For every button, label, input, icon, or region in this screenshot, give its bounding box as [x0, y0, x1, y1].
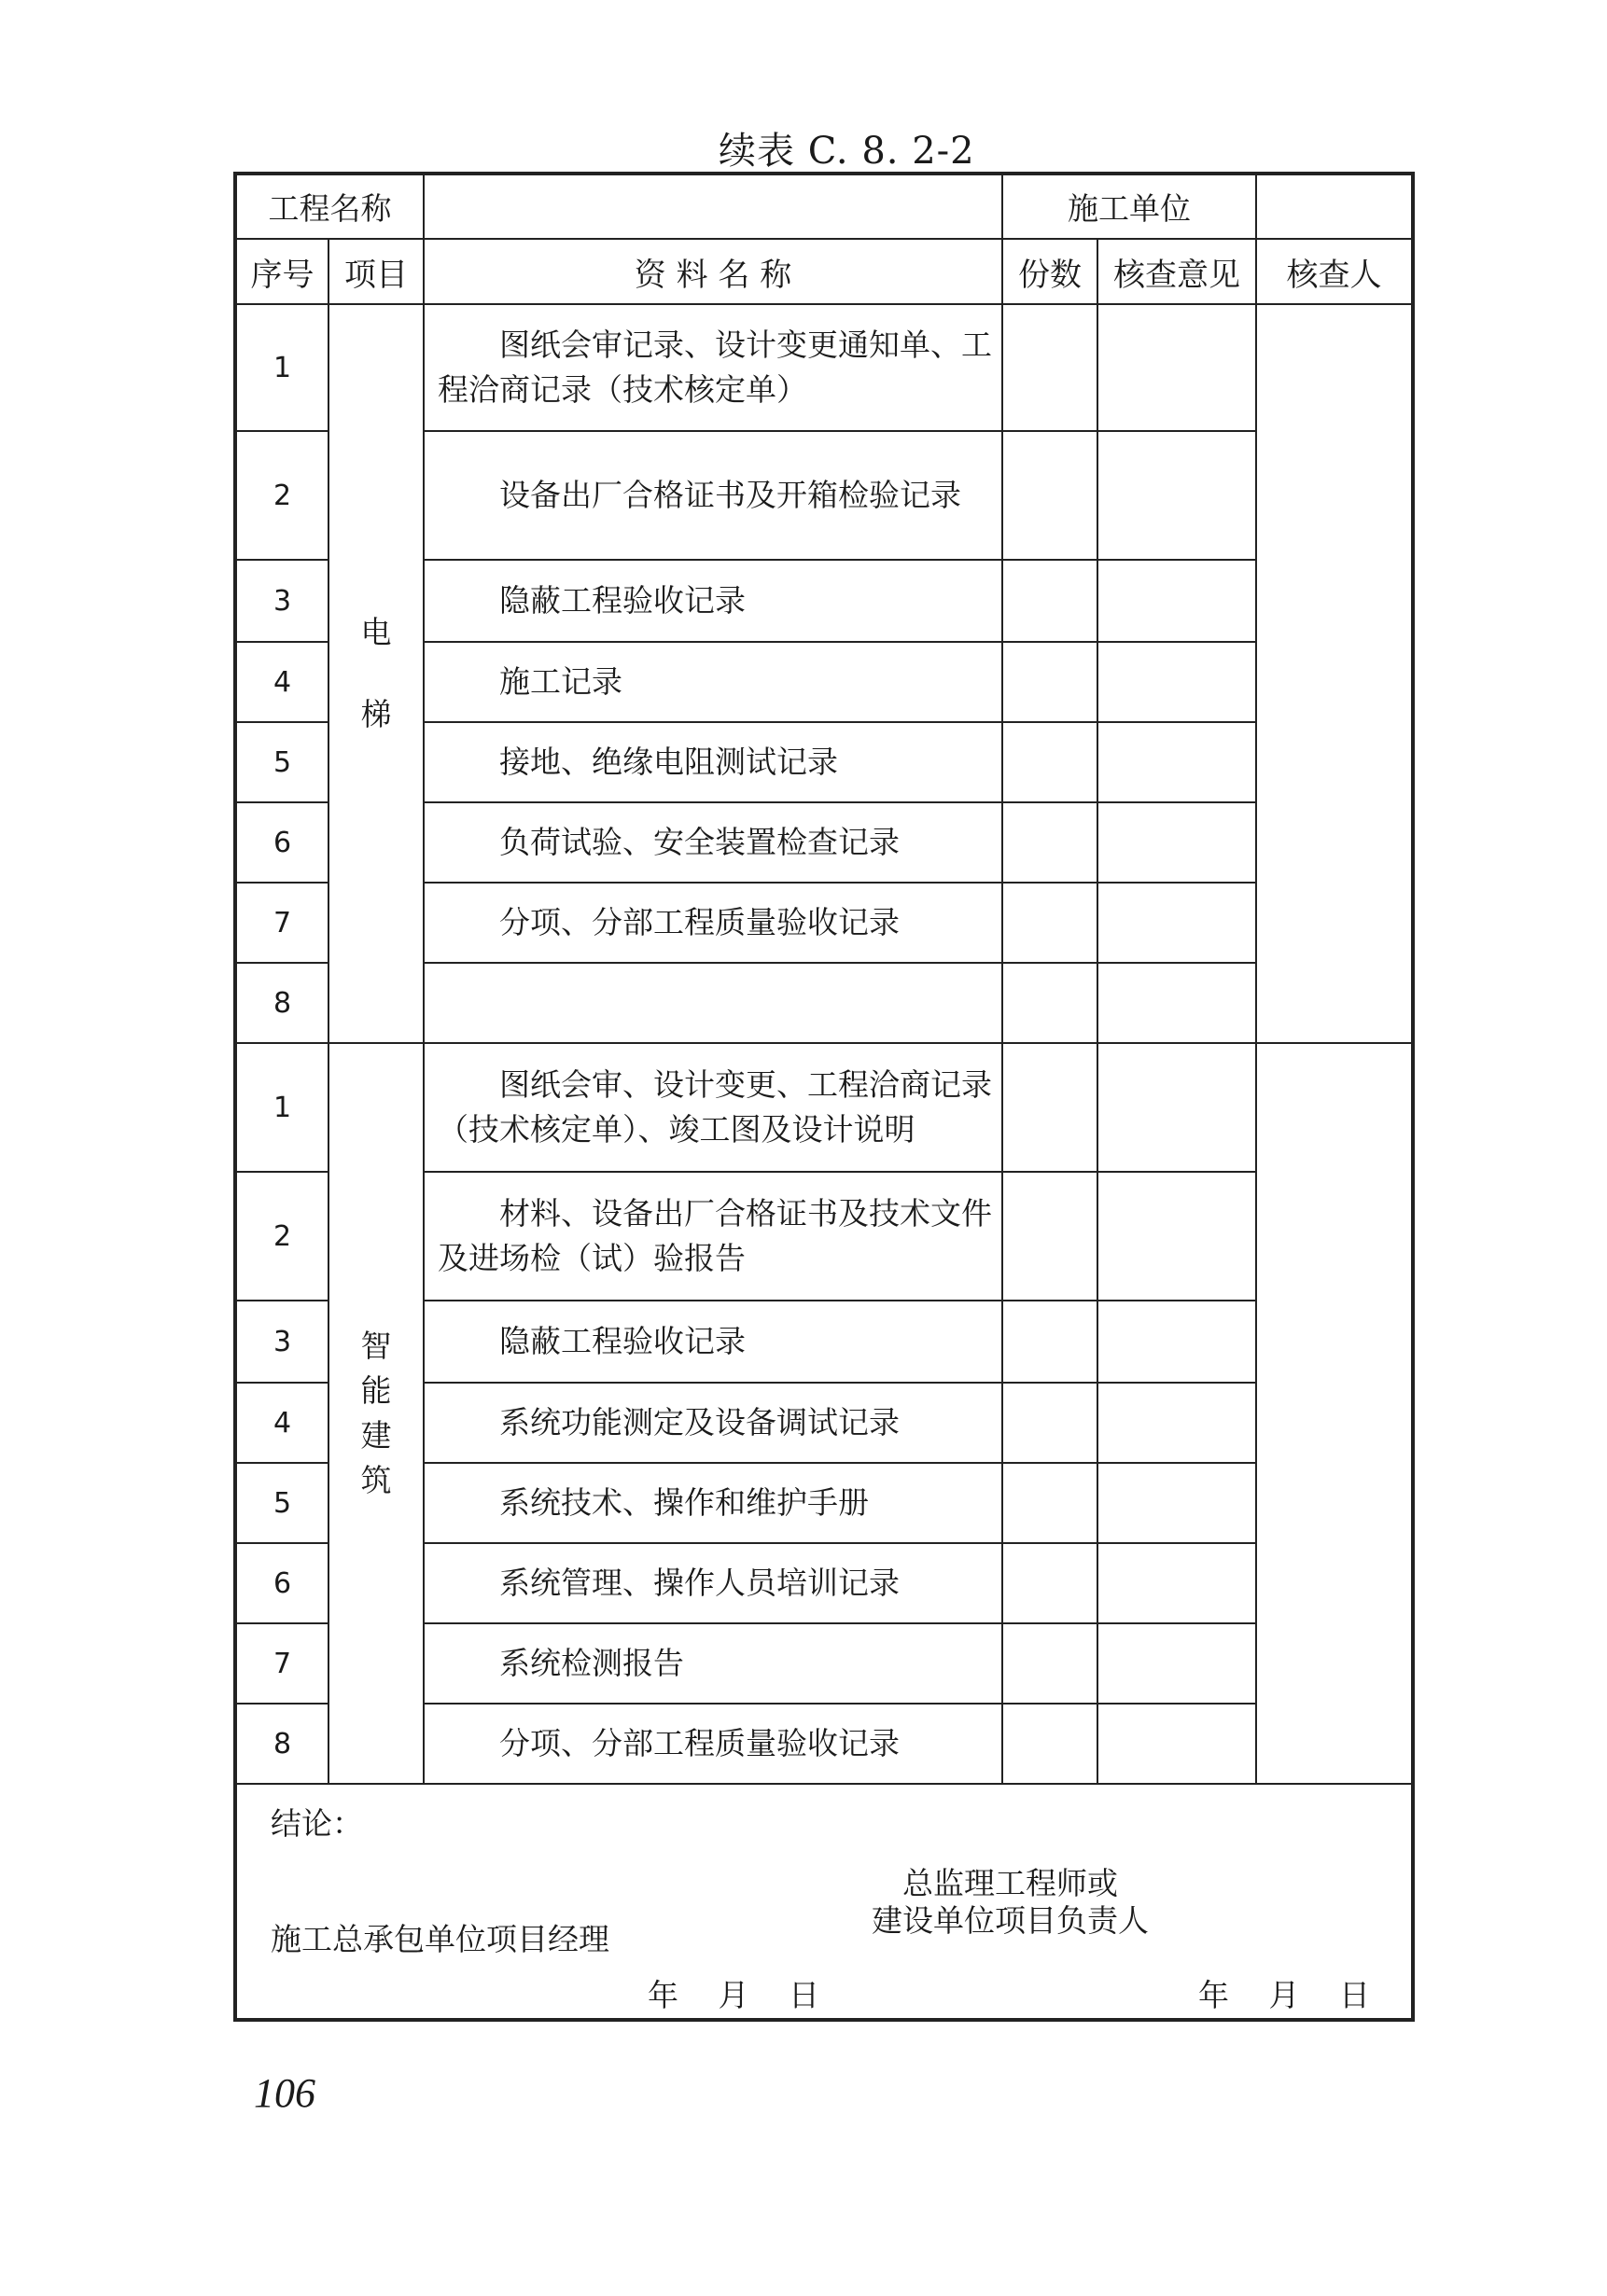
item-category-char: 电: [360, 614, 392, 650]
copies-cell[interactable]: [1002, 304, 1097, 431]
copies-cell[interactable]: [1002, 1704, 1097, 1784]
copies-cell[interactable]: [1002, 802, 1097, 883]
opinion-cell[interactable]: [1097, 642, 1256, 722]
doc-name-cell: [424, 963, 1002, 1043]
copies-cell[interactable]: [1002, 431, 1097, 560]
conclusion-cell[interactable]: [235, 1784, 1413, 2020]
seq-cell: 4: [235, 1383, 328, 1463]
seq-cell: 3: [235, 1301, 328, 1383]
opinion-cell[interactable]: [1097, 1301, 1256, 1383]
seq-cell: 1: [235, 304, 328, 431]
item-category-char: 建: [360, 1417, 392, 1454]
contractor-value[interactable]: [1256, 174, 1413, 239]
copies-cell[interactable]: [1002, 963, 1097, 1043]
doc-name-text: 系统管理、操作人员培训记录: [499, 1565, 900, 1601]
table-body: [235, 304, 1413, 1784]
supervisor-label-line1: 总监理工程师或: [902, 1865, 1118, 1901]
copies-cell[interactable]: [1002, 1623, 1097, 1704]
doc-name-cell: [424, 1704, 1002, 1784]
conclusion-row: [235, 1784, 1413, 2020]
doc-name-cell: [424, 1463, 1002, 1543]
doc-name-text: 系统功能测定及设备调试记录: [499, 1404, 900, 1440]
seq-cell: 5: [235, 1463, 328, 1543]
doc-name-cell: [424, 560, 1002, 642]
col-docname-header: 资 料 名 称: [424, 239, 1002, 304]
copies-cell[interactable]: [1002, 560, 1097, 642]
contractor-manager-label: 施工总承包单位项目经理: [271, 1921, 609, 1957]
document-check-table: [233, 172, 1415, 2022]
doc-name-text: 负荷试验、安全装置检查记录: [499, 824, 900, 860]
contractor-label: 施工单位: [1002, 174, 1256, 239]
doc-name-text: 隐蔽工程验收记录: [499, 1323, 746, 1359]
table-caption: 续表 C. 8. 2-2: [719, 130, 975, 173]
opinion-cell[interactable]: [1097, 1543, 1256, 1623]
doc-name-cell: [424, 1623, 1002, 1704]
doc-name-cell: [424, 1543, 1002, 1623]
doc-name-text: 系统检测报告: [499, 1645, 684, 1681]
column-header-row: [235, 239, 1413, 304]
item-category-char: 能: [360, 1372, 392, 1409]
seq-cell: 1: [235, 1043, 328, 1172]
doc-name-cell: [424, 431, 1002, 560]
doc-name-text: 系统技术、操作和维护手册: [499, 1484, 869, 1521]
copies-cell[interactable]: [1002, 1543, 1097, 1623]
seq-cell: 6: [235, 802, 328, 883]
seq-cell: 7: [235, 883, 328, 963]
item-category-char: 智: [360, 1328, 392, 1364]
opinion-cell[interactable]: [1097, 1383, 1256, 1463]
conclusion-label: 结论：: [271, 1805, 363, 1842]
page-number: 106: [254, 2070, 315, 2116]
checker-cell[interactable]: [1256, 304, 1413, 1043]
opinion-cell[interactable]: [1097, 1172, 1256, 1301]
opinion-cell[interactable]: [1097, 304, 1256, 431]
copies-cell[interactable]: [1002, 1463, 1097, 1543]
doc-name-text: 设备出厂合格证书及开箱检验记录: [499, 477, 961, 513]
opinion-cell[interactable]: [1097, 963, 1256, 1043]
col-checker-header: 核查人: [1256, 239, 1413, 304]
doc-name-text: 图纸会审、设计变更、工程洽商记录（技术核定单）、竣工图及设计说明: [438, 1066, 992, 1148]
opinion-cell[interactable]: [1097, 560, 1256, 642]
doc-name-text: 图纸会审记录、设计变更通知单、工程洽商记录（技术核定单）: [438, 327, 992, 408]
doc-name-text: 分项、分部工程质量验收记录: [499, 904, 900, 940]
copies-cell[interactable]: [1002, 722, 1097, 802]
seq-cell: 4: [235, 642, 328, 722]
doc-name-cell: [424, 642, 1002, 722]
seq-cell: 5: [235, 722, 328, 802]
checker-cell[interactable]: [1256, 1043, 1413, 1784]
seq-cell: 8: [235, 963, 328, 1043]
opinion-cell[interactable]: [1097, 1704, 1256, 1784]
doc-name-cell: [424, 883, 1002, 963]
doc-name-cell: [424, 1043, 1002, 1172]
col-item-header: 项目: [328, 239, 424, 304]
opinion-cell[interactable]: [1097, 1043, 1256, 1172]
doc-name-cell: [424, 1172, 1002, 1301]
copies-cell[interactable]: [1002, 1172, 1097, 1301]
doc-name-text: 分项、分部工程质量验收记录: [499, 1725, 900, 1761]
seq-cell: 3: [235, 560, 328, 642]
opinion-cell[interactable]: [1097, 883, 1256, 963]
copies-cell[interactable]: [1002, 883, 1097, 963]
doc-name-cell: [424, 1383, 1002, 1463]
table-row: [235, 304, 1413, 431]
item-category-char: 筑: [360, 1462, 392, 1498]
item-category-cell: [328, 1043, 424, 1784]
seq-cell: 2: [235, 431, 328, 560]
copies-cell[interactable]: [1002, 642, 1097, 722]
header-row: [235, 174, 1413, 239]
item-category-char: 梯: [360, 696, 392, 732]
doc-name-text: 材料、设备出厂合格证书及技术文件及进场检（试）验报告: [438, 1195, 992, 1276]
seq-cell: 2: [235, 1172, 328, 1301]
opinion-cell[interactable]: [1097, 431, 1256, 560]
opinion-cell[interactable]: [1097, 802, 1256, 883]
date-left: 年 月 日: [648, 1977, 819, 2013]
doc-name-text: 施工记录: [499, 663, 622, 700]
item-category-cell: [328, 304, 424, 1043]
col-copies-header: 份数: [1002, 239, 1097, 304]
col-opinion-header: 核查意见: [1097, 239, 1256, 304]
supervisor-label-line2: 建设单位项目负责人: [872, 1902, 1149, 1939]
project-name-value-cell[interactable]: [424, 174, 1002, 239]
doc-name-cell: [424, 802, 1002, 883]
doc-name-cell: [424, 722, 1002, 802]
copies-cell[interactable]: [1002, 1301, 1097, 1383]
col-seq-header: 序号: [235, 239, 328, 304]
copies-cell[interactable]: [1002, 1383, 1097, 1463]
seq-cell: 7: [235, 1623, 328, 1704]
copies-cell[interactable]: [1002, 1043, 1097, 1172]
supervisor-label: [872, 1865, 1149, 1940]
doc-name-cell: [424, 304, 1002, 431]
opinion-cell[interactable]: [1097, 1463, 1256, 1543]
seq-cell: 6: [235, 1543, 328, 1623]
doc-name-cell: [424, 1301, 1002, 1383]
table-row: [235, 1043, 1413, 1172]
doc-name-text: 隐蔽工程验收记录: [499, 582, 746, 619]
opinion-cell[interactable]: [1097, 1623, 1256, 1704]
project-name-label: 工程名称: [235, 174, 424, 239]
seq-cell: 8: [235, 1704, 328, 1784]
opinion-cell[interactable]: [1097, 722, 1256, 802]
doc-name-text: 接地、绝缘电阻测试记录: [499, 744, 838, 780]
date-right: 年 月 日: [1198, 1977, 1370, 2013]
